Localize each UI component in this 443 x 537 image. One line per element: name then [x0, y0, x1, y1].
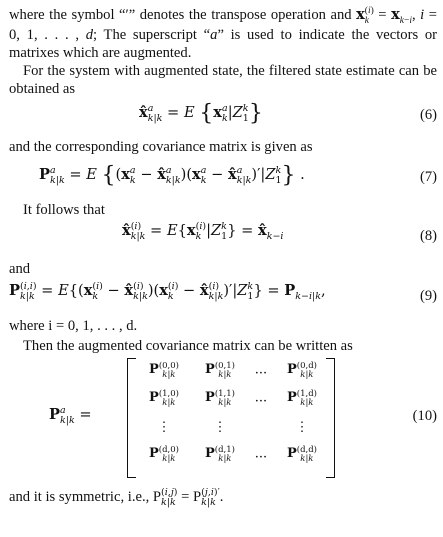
equation-number: (10): [412, 408, 437, 424]
equation-number: (9): [419, 288, 437, 304]
matrix-cell: P (1,0) k|k: [149, 389, 179, 408]
left-bracket: [127, 358, 136, 478]
symmetric-text: and it is symmetric, i.e., P: [9, 489, 162, 505]
matrix-cell: ···: [254, 450, 268, 465]
matrix-cell: ⋮: [157, 420, 171, 435]
matrix-cell-index: (d,0): [158, 445, 179, 455]
matrix-cell: ⋮: [295, 420, 309, 435]
matrix-cell-index: (0,1): [214, 361, 235, 371]
right-bracket: [326, 358, 335, 478]
matrix-cell: ···: [254, 394, 268, 409]
matrix-cell-index: (0,0): [158, 361, 179, 371]
matrix-cell-index: (d,1): [214, 445, 235, 455]
matrix-cell: P (d,0) k|k: [149, 445, 179, 464]
equation-number: (8): [419, 228, 437, 244]
matrix-cell: ···: [254, 366, 268, 381]
equation-7: P a k|k = E {(x a k − x̂ a k|k )(x a k − x̂ a k|k )′|Z k 1 } . (7): [39, 163, 437, 188]
equation-number: (6): [419, 107, 437, 123]
paragraph-augmented-covariance: Then the augmented covariance matrix can be written as: [23, 338, 353, 354]
matrix-cell-index: (1,1): [214, 389, 235, 399]
paragraph-where-i: where i = 0, 1, . . . , d.: [9, 318, 138, 334]
paragraph-symmetric: and it is symmetric, i.e., P (i,j) k|k = P (j,i)′ k|k .: [9, 487, 224, 508]
matrix-cell: P (0,d) k|k: [287, 361, 317, 380]
matrix-cell-index: (1,d): [296, 389, 317, 399]
matrix-cell-index: (1,0): [158, 389, 179, 399]
paragraph-transpose-definition: where the symbol “′” denotes the transpose operation and x (i) k = $x_{k-i}$, i = 0, 1, . . . , d; The superscript “a” is used to indicate the vectors or matrixes which are augmented.: [9, 6, 438, 61]
covariance-matrix: [127, 358, 335, 476]
symmetric-equals: = P: [181, 489, 202, 505]
matrix-cell: P (0,0) k|k: [149, 361, 179, 380]
paragraph-covariance-intro: and the corresponding covariance matrix is given as: [9, 139, 313, 155]
equation-10: P a k|k = P (0,0) k|k P (0,1) k|k ··· P (0,d) k|k P (1,0) k|k P (1,1) k|k ··· P (1,d) k|k ⋮ ⋮ ⋮ P (d,0) k|k P (d,1) k|k ··· P (d,d) k|k (10): [9, 358, 437, 480]
matrix-cell: ⋮: [213, 420, 227, 435]
equation-9: P (i,i) k|k = E{(x (i) k − x̂ (i) k|k )(x (i) k − x̂ (i) k|k )′|Z k 1 } = $P_{k-i|k}$, (9): [9, 281, 437, 304]
paragraph-it-follows: It follows that: [23, 202, 105, 218]
matrix-cell: P (d,1) k|k: [205, 445, 235, 464]
matrix-cell-index: (d,d): [296, 445, 317, 455]
matrix-cell: P (1,1) k|k: [205, 389, 235, 408]
matrix-cell: P (1,d) k|k: [287, 389, 317, 408]
equation-number: (7): [419, 169, 437, 185]
equation-6: x̂ a k|k = E {x a k |Z k 1 } (6): [139, 101, 437, 126]
matrix-cell-index: (0,d): [296, 361, 317, 371]
paragraph-filtered-estimate: For the system with augmented state, the filtered state estimate can be obtained as: [9, 63, 437, 97]
matrix-cell: P (0,1) k|k: [205, 361, 235, 380]
paragraph-and: and: [9, 261, 31, 277]
matrix-cell: P (d,d) k|k: [287, 445, 317, 464]
equation-8: x̂ (i) k|k = E{x (i) k |Z k 1 } = $x̂_{k-i}$ (8): [122, 221, 437, 244]
